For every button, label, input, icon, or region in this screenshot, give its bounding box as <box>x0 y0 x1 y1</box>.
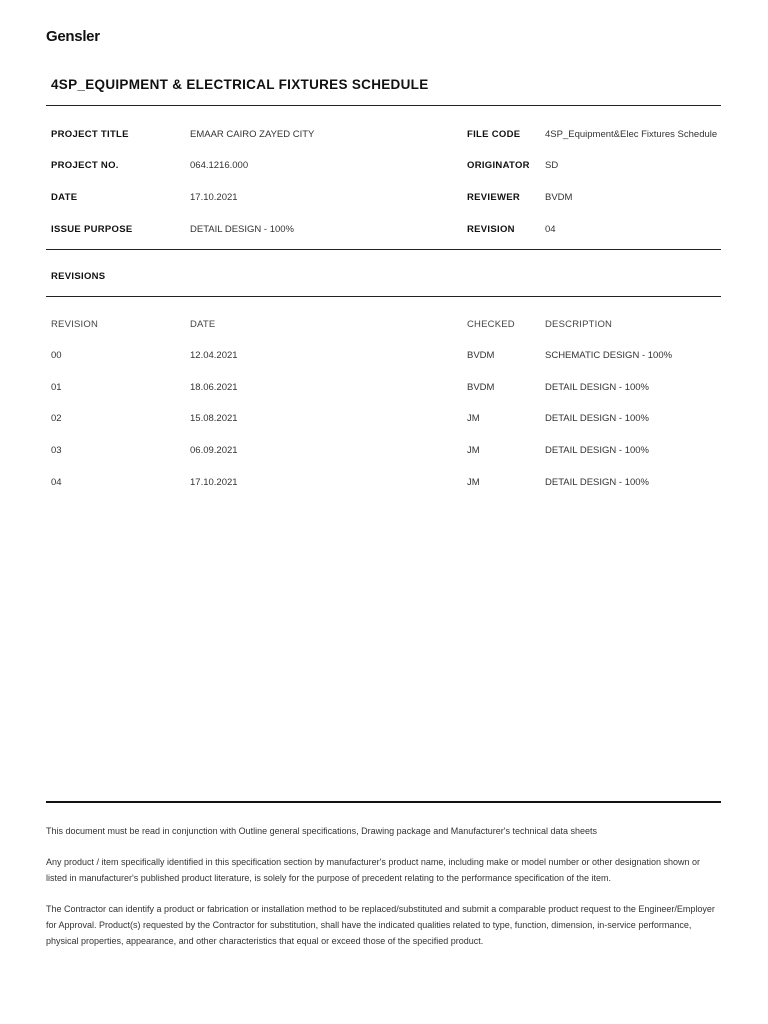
title-divider <box>46 105 721 106</box>
revision-checked: JM <box>467 477 480 488</box>
column-header-checked: CHECKED <box>467 319 515 330</box>
revision-description: DETAIL DESIGN - 100% <box>545 445 650 456</box>
revision-date: 12.04.2021 <box>190 350 238 361</box>
date-value: 17.10.2021 <box>190 192 238 203</box>
revision-number: 01 <box>51 382 62 393</box>
revision-checked: BVDM <box>467 350 495 361</box>
column-header-description: DESCRIPTION <box>545 319 613 330</box>
date-label: DATE <box>51 192 78 203</box>
revision-checked: JM <box>467 445 480 456</box>
revision-label: REVISION <box>467 224 515 235</box>
revision-value: 04 <box>545 224 556 235</box>
info-divider <box>46 249 721 250</box>
revision-date: 17.10.2021 <box>190 477 238 488</box>
file-code-label: FILE CODE <box>467 129 521 140</box>
revision-description: DETAIL DESIGN - 100% <box>545 382 650 393</box>
revision-number: 04 <box>51 477 62 488</box>
note-paragraph: Any product / item specifically identified in this specification section by manufacturer's product name, including make or model number or other designation shown or listed in manufacturer's published product literature, is solely for the purpose of precedent relating to the performance specification of the item. <box>46 857 701 883</box>
column-header-date: DATE <box>190 319 216 330</box>
revision-date: 15.08.2021 <box>190 413 238 424</box>
originator-value: SD <box>545 160 559 171</box>
revisions-heading: REVISIONS <box>51 271 106 282</box>
revision-date: 06.09.2021 <box>190 445 238 456</box>
project-no-label: PROJECT NO. <box>51 160 119 171</box>
notes-divider <box>46 801 721 803</box>
originator-label: ORIGINATOR <box>467 160 530 171</box>
column-header-revision: REVISION <box>51 319 98 330</box>
reviewer-label: REVIEWER <box>467 192 521 203</box>
revisions-divider <box>46 296 721 297</box>
revision-checked: JM <box>467 413 480 424</box>
project-title-label: PROJECT TITLE <box>51 129 129 140</box>
reviewer-value: BVDM <box>545 192 573 203</box>
revision-number: 00 <box>51 350 62 361</box>
document-title: 4SP_EQUIPMENT & ELECTRICAL FIXTURES SCHEDULE <box>51 77 429 92</box>
revision-description: DETAIL DESIGN - 100% <box>545 413 650 424</box>
revision-number: 03 <box>51 445 62 456</box>
revision-checked: BVDM <box>467 382 495 393</box>
note-paragraph: This document must be read in conjunction with Outline general specifications, Drawing package and Manufacturer's technical data sheets <box>46 826 598 836</box>
gensler-logo: Gensler <box>46 28 100 45</box>
issue-purpose-value: DETAIL DESIGN - 100% <box>190 224 295 235</box>
revision-date: 18.06.2021 <box>190 382 238 393</box>
revision-number: 02 <box>51 413 62 424</box>
file-code-value: 4SP_Equipment&Elec Fixtures Schedule <box>545 129 718 140</box>
project-title-value: EMAAR CAIRO ZAYED CITY <box>190 129 315 140</box>
notes-section <box>46 823 721 964</box>
note-paragraph: The Contractor can identify a product or fabrication or installation method to be replaced/substituted and submit a comparable product request to the Engineer/Employer for Approval. Product(s) requested by the Contractor for substitution, shall have the indicated qualities related to type, function, dimension, in-service performance, physical properties, appearance, and other characteristics that equal or exceed those of the specified product. <box>46 904 715 946</box>
issue-purpose-label: ISSUE PURPOSE <box>51 224 133 235</box>
project-no-value: 064.1216.000 <box>190 160 249 171</box>
revision-description: SCHEMATIC DESIGN - 100% <box>545 350 673 361</box>
revision-description: DETAIL DESIGN - 100% <box>545 477 650 488</box>
